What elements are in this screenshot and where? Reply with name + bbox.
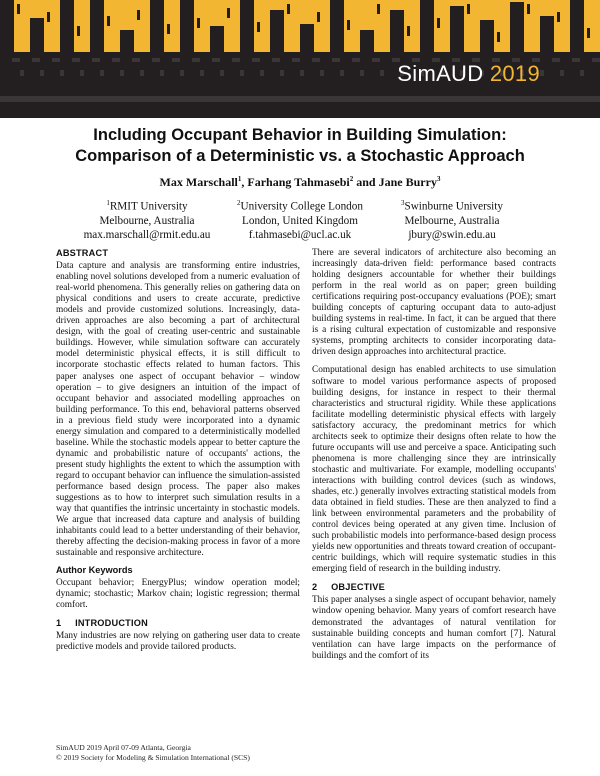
skyline-building (510, 2, 524, 58)
skyline-window (17, 4, 20, 14)
skyline-window (352, 58, 360, 62)
skyline-window (587, 28, 590, 38)
author-1: Max Marschall (159, 175, 238, 189)
skyline-window (272, 58, 280, 62)
skyline-window (252, 58, 260, 62)
skyline-window (212, 58, 220, 62)
skyline-ground (0, 96, 600, 102)
affiliation-org: RMIT University (109, 200, 188, 213)
skyline-window (220, 70, 224, 76)
skyline-window (332, 58, 340, 62)
skyline-building (120, 30, 134, 58)
affiliation-sup: 2 (237, 199, 241, 207)
title-line-1: Including Occupant Behavior in Building Simulation: (93, 126, 507, 144)
skyline-building (570, 0, 584, 58)
skyline-window (360, 70, 364, 76)
skyline-window (137, 10, 140, 20)
skyline-window (407, 26, 410, 36)
skyline-window (380, 70, 384, 76)
skyline-window (240, 70, 244, 76)
skyline-window (107, 16, 110, 26)
skyline-window (497, 32, 500, 42)
skyline-window (292, 58, 300, 62)
affiliation-sup: 1 (106, 199, 110, 207)
skyline-window (140, 70, 144, 76)
skyline-window (560, 70, 564, 76)
skyline-window (317, 12, 320, 22)
skyline-window (227, 8, 230, 18)
skyline-window (12, 58, 20, 62)
skyline-building (480, 20, 494, 58)
author-2: Farhang Tahmasebi (247, 175, 350, 189)
skyline-window (180, 70, 184, 76)
skyline-building (300, 24, 314, 58)
author-conjunction: and (353, 175, 379, 189)
skyline-window (552, 58, 560, 62)
paragraph-computational-design: Computational design has enabled architects to use simulation software to model various performance aspects of proposed building designs, for instance in respect to their thermal characteristics and structural rigidity. While these applications facilitate modelling deterministic physical effects with largely satisfactory accuracy, the predominant metrics for which architects seek to optimize their designs often relate to how the future occupants will use and perceive a space. Anticipating such phenomena is more challenging since they are intrinsically stochastic and multivariate. For example, modelling occupants' interactions with building control devices (such as windows, shades, etc.) generally involves extracting statistical models from data obtained in field studies. These are then analyzed to find a link between environmental parameters and the probability of control devices being operated at any given time. Inclusion of such probabilistic models into performance-based design process yields new opportunities and threats toward creation of occupant-centric buildings, which will require systematic studies in this emerging field of research in the building industry. (312, 365, 556, 575)
brand-name: SimAUD (397, 61, 484, 86)
skyline-building (0, 0, 14, 58)
abstract-heading: ABSTRACT (56, 248, 109, 258)
skyline-window (20, 70, 24, 76)
skyline-window (592, 58, 600, 62)
skyline-window (132, 58, 140, 62)
skyline-window (80, 70, 84, 76)
conference-banner (0, 0, 600, 118)
footer-line-2: © 2019 Society for Modeling & Simulation International (SCS) (56, 752, 250, 762)
affiliation-city: Melbourne, Australia (99, 214, 195, 227)
affiliation-email: f.tahmasebi@ucl.ac.uk (248, 228, 352, 241)
skyline-window (257, 22, 260, 32)
affiliation-org: University College London (240, 200, 363, 213)
affiliation-3 (352, 196, 552, 242)
skyline-building (270, 10, 284, 58)
skyline-graphic (0, 0, 600, 118)
skyline-building (390, 10, 404, 58)
skyline-building (420, 0, 434, 58)
skyline-window (197, 18, 200, 28)
skyline-window (372, 58, 380, 62)
skyline-window (340, 70, 344, 76)
skyline-window (232, 58, 240, 62)
skyline-building (450, 6, 464, 58)
author-separator: , (241, 175, 248, 189)
title-line-2: Comparison of a Deterministic vs. a Stochastic Approach (75, 147, 525, 165)
skyline-building (90, 0, 104, 58)
skyline-window (47, 12, 50, 22)
skyline-window (287, 4, 290, 14)
skyline-window (312, 58, 320, 62)
skyline-window (437, 18, 440, 28)
skyline-window (527, 4, 530, 14)
affiliation-sup: 3 (400, 199, 405, 207)
skyline-window (200, 70, 204, 76)
right-column (312, 248, 556, 665)
skyline-building (240, 0, 254, 58)
author-3-sup: 3 (436, 175, 441, 183)
skyline-window (160, 70, 164, 76)
objective-heading: 2 OBJECTIVE (312, 582, 385, 593)
skyline-window (580, 70, 584, 76)
author-3: Jane Burry (378, 175, 437, 189)
brand-year: 2019 (489, 61, 540, 86)
skyline-window (77, 26, 80, 36)
author-list (0, 175, 600, 190)
skyline-window (467, 4, 470, 14)
introduction-text: Many industries are now relying on gathering user data to create predictive models and provide tailored products. (56, 630, 300, 652)
skyline-window (280, 70, 284, 76)
skyline-building (60, 0, 74, 58)
page-footer (56, 743, 250, 762)
skyline-building (360, 30, 374, 58)
skyline-window (300, 70, 304, 76)
skyline-window (120, 70, 124, 76)
skyline-window (377, 4, 380, 14)
affiliation-email: jbury@swin.edu.au (408, 228, 496, 241)
skyline-building (150, 0, 164, 58)
paragraph-objective: This paper analyses a single aspect of occupant behavior, namely window opening behavior. Many years of comfort research have demonstrated the advantages of natural ventilation for sustainable building concepts and human comfort [7]. Natural ventilation can have large impacts on the performance of buildings and the comfort of its (312, 595, 556, 661)
skyline-window (172, 58, 180, 62)
skyline-building (330, 0, 344, 58)
skyline-window (60, 70, 64, 76)
keywords-text: Occupant behavior; EnergyPlus; window operation model; dynamic; stochastic; Markov chain; logistic regression; thermal comfort. (56, 578, 300, 611)
skyline-building (540, 16, 554, 58)
skyline-building (30, 18, 44, 58)
skyline-window (260, 70, 264, 76)
skyline-window (192, 58, 200, 62)
affiliation-org: Swinburne University (404, 200, 503, 213)
skyline-window (52, 58, 60, 62)
skyline-window (167, 24, 170, 34)
skyline-window (112, 58, 120, 62)
affiliation-city: Melbourne, Australia (404, 214, 500, 227)
skyline-window (557, 12, 560, 22)
skyline-window (32, 58, 40, 62)
author-2-sup: 2 (349, 175, 354, 183)
skyline-window (540, 70, 544, 76)
skyline-building (180, 0, 194, 58)
keywords-heading: Author Keywords (56, 565, 133, 576)
skyline-window (92, 58, 100, 62)
skyline-window (320, 70, 324, 76)
skyline-window (40, 70, 44, 76)
skyline-window (72, 58, 80, 62)
paper-title (0, 125, 600, 167)
affiliation-email: max.marschall@rmit.edu.au (83, 228, 211, 241)
paragraph-indicators: There are several indicators of architecture also becoming an increasingly data-driven field: performance based contracts holding designers accountable for whether their buildings perform in the real world as on paper; green building certifications requiring post-occupancy evaluations (POE); smart building concepts of capturing occupant data to auto-adjust building systems in real-time. In fact, it can be argued that there is a rising cultural expectation of customizable and responsive systems, prompting architects to consider incorporating data-driven design approaches into architectural practice. (312, 248, 556, 358)
skyline-building (210, 26, 224, 58)
skyline-window (100, 70, 104, 76)
skyline-window (347, 20, 350, 30)
abstract-text: Data capture and analysis are transforming entire industries, enabling novel solutions developed from a numeric evaluation of real-world phenomena. This generally relies on gathering data on physical conditions and users to create accurate, predictive models and provide customized solutions. Increasingly, data-driven approaches are also becoming a part of architectural design, with the goal of creating user-centric and sustainable buildings. However, while simulation software can accurately model deterministic physical effects, it is still difficult to incorporate stochastic effects related to human factors. This paper analyses one aspect of occupant behavior – window operation – to give designers an intuition of the impact of occupant behavior and associated modelling approaches on building performance. To this end, behavioral patterns observed in a previous field study were incorporated into a dynamic energy simulation and compared to a deterministically modelled baseline. While the stochastic models appear to better capture the dynamic and probabilistic nature of occupants' actions, the present study highlights the extent to which the assumption with regard to occupant behavior can influence the simulation-assisted performance based design process. The paper also makes suggestions as to how to interpret such simulation results in a way that quantifies the intrinsic uncertainty in stochastic models. We argue that increased data capture and analysis of building inhabitants could lead to a better understanding of their behavior, thereby affecting the decision-making process in favor of a more sustainable and responsive architecture. (56, 261, 300, 559)
conference-logo (397, 61, 540, 87)
author-1-sup: 1 (237, 175, 242, 183)
affiliation-city: London, United Kingdom (242, 214, 358, 227)
skyline-window (152, 58, 160, 62)
footer-line-1: SimAUD 2019 April 07-09 Atlanta, Georgia (56, 743, 191, 752)
left-column (56, 248, 300, 656)
introduction-heading: 1 INTRODUCTION (56, 617, 148, 628)
skyline-window (572, 58, 580, 62)
